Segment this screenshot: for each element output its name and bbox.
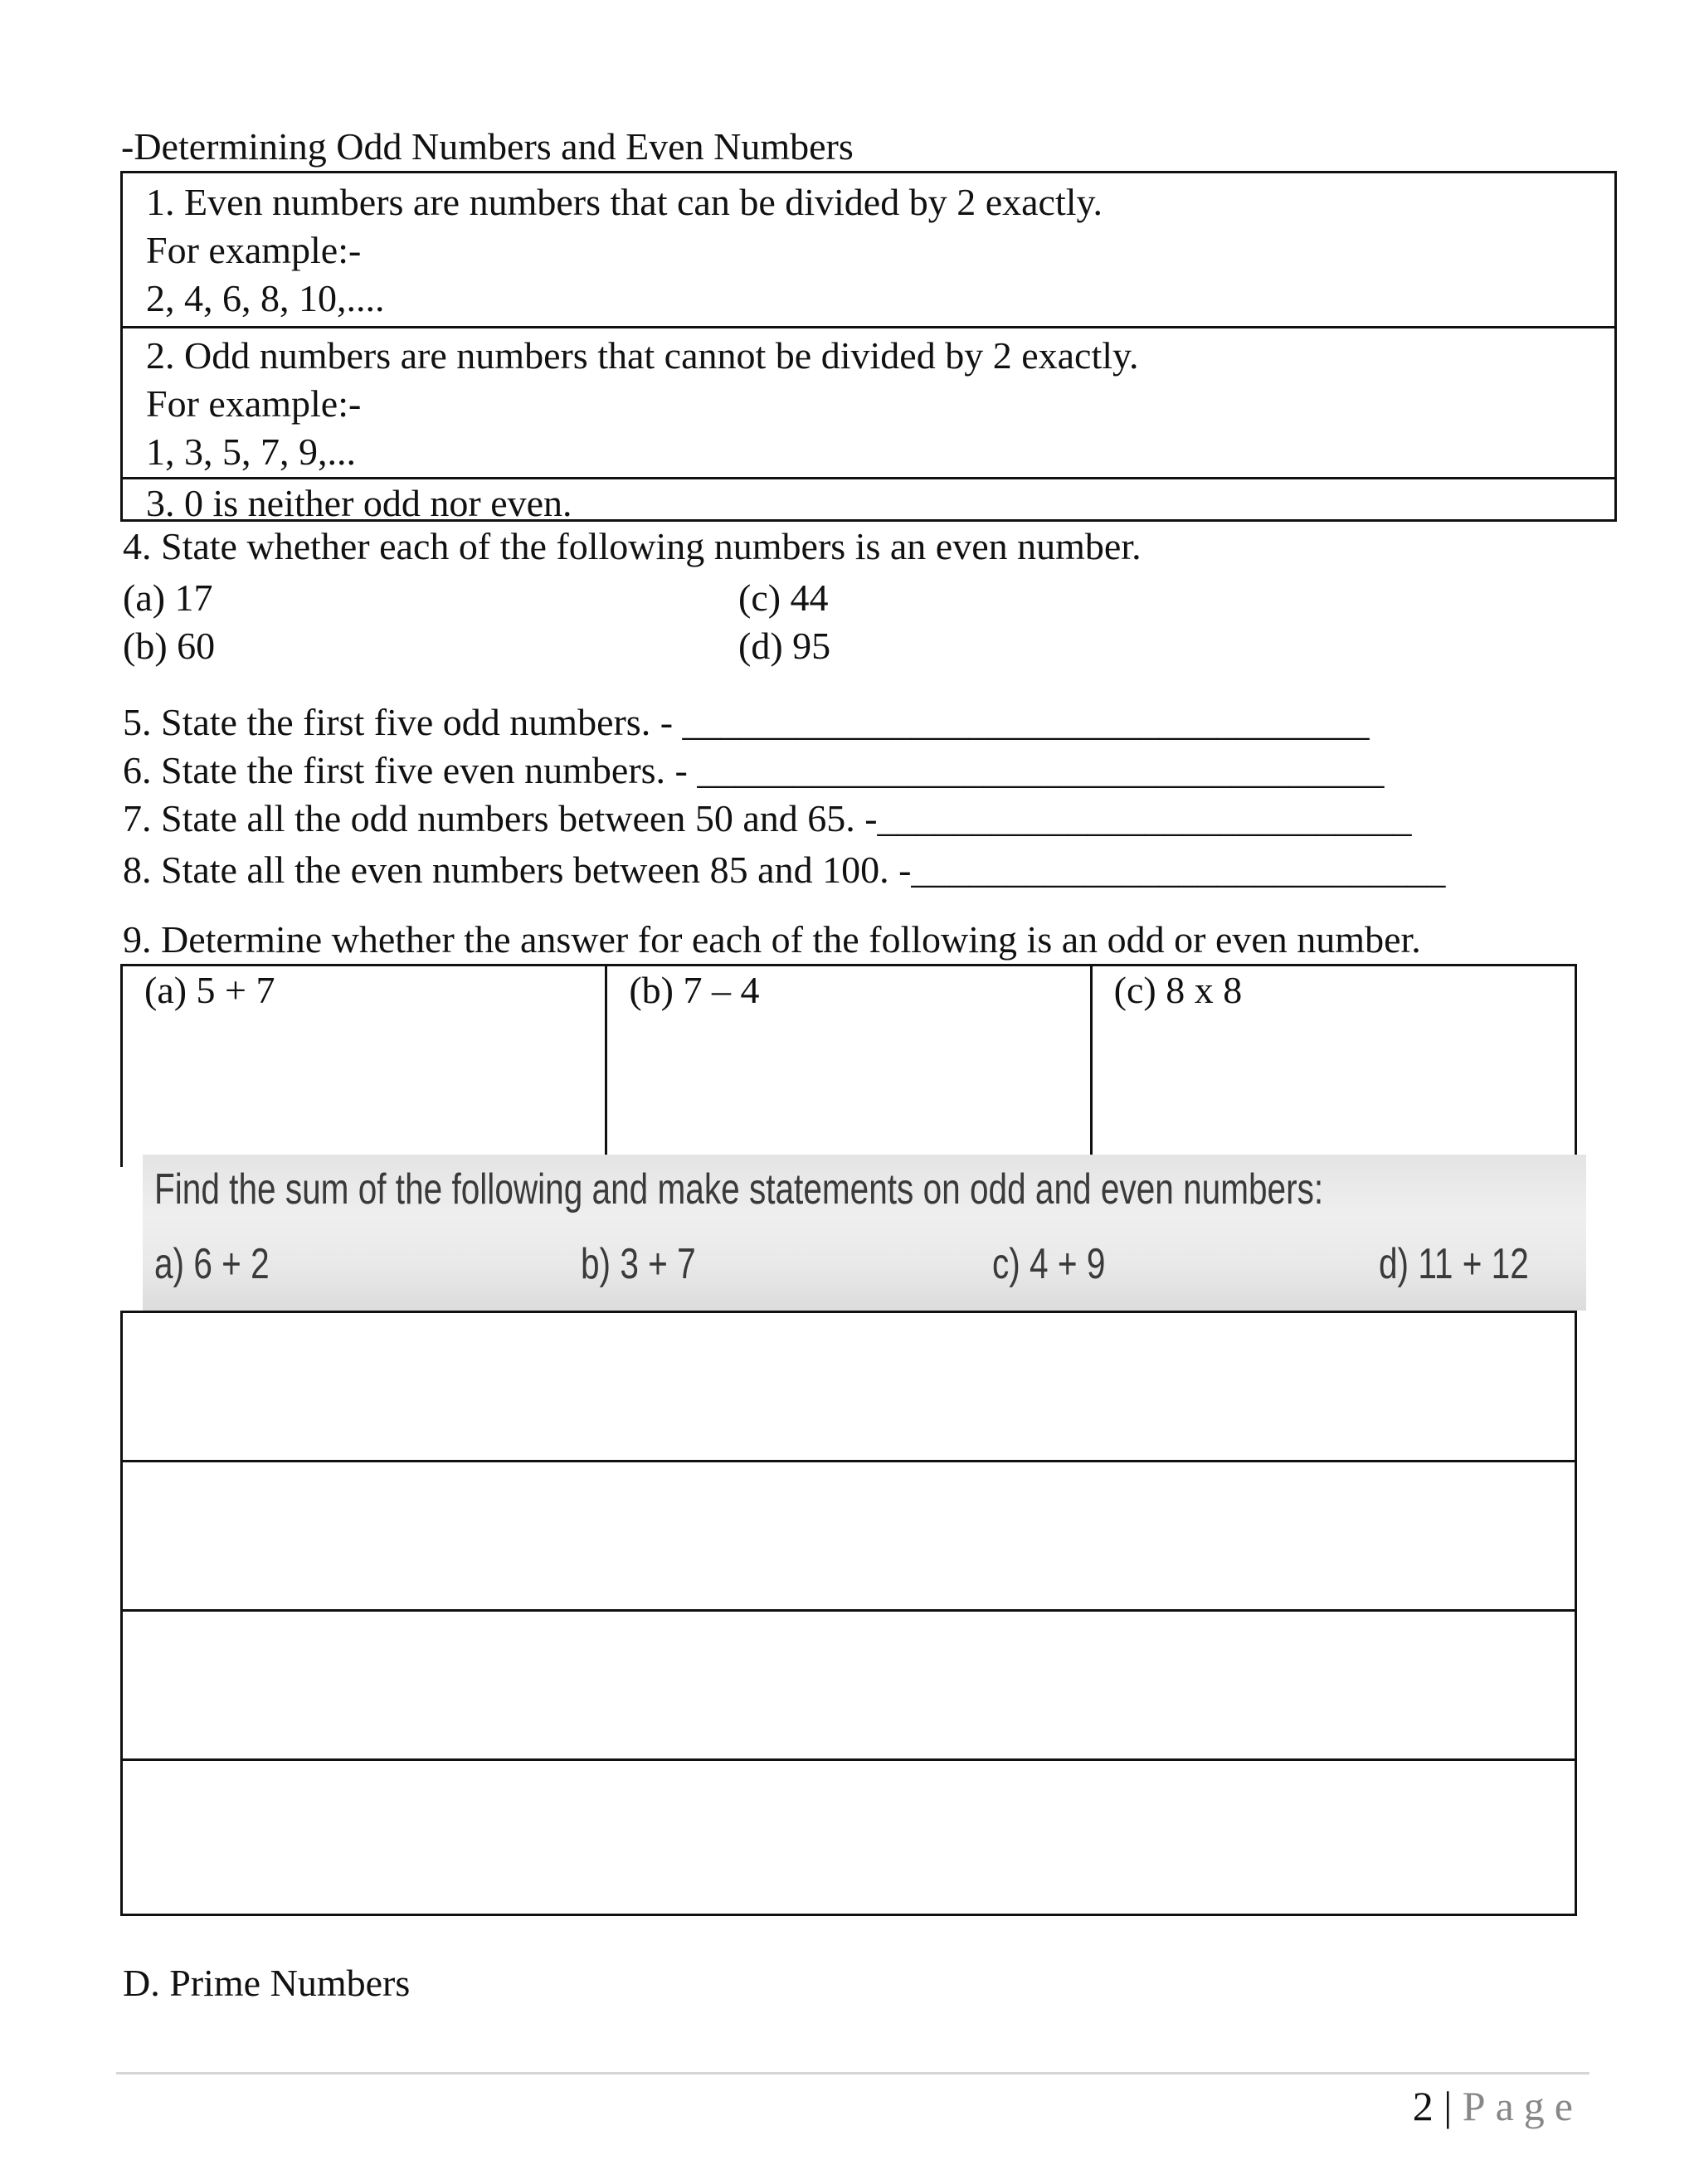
answer-row[interactable] xyxy=(123,1758,1575,1914)
q4-option-a: (a) 17 xyxy=(123,576,213,619)
answer-row[interactable] xyxy=(123,1311,1575,1460)
definition-even-example: 2, 4, 6, 8, 10,.... xyxy=(146,277,385,319)
section-title: -Determining Odd Numbers and Even Numbers xyxy=(121,125,854,168)
definitions-box xyxy=(120,171,1617,522)
definition-even xyxy=(123,173,1614,326)
scanned-option-a: a) 6 + 2 xyxy=(154,1240,270,1288)
answer-row[interactable] xyxy=(123,1609,1575,1758)
definition-odd-example-label: For example:- xyxy=(146,382,362,425)
q4-option-c: (c) 44 xyxy=(738,576,829,619)
q9-cell-c-label: (c) 8 x 8 xyxy=(1113,969,1243,1011)
q9-cell-b-label: (b) 7 – 4 xyxy=(629,969,760,1011)
page-separator: | xyxy=(1443,2083,1453,2129)
q8-line: 8. State all the even numbers between 85 and 100. -____________________________ xyxy=(123,849,1446,891)
scanned-question-strip xyxy=(143,1155,1586,1311)
q4-option-d: (d) 95 xyxy=(738,625,831,667)
definition-odd-example: 1, 3, 5, 7, 9,... xyxy=(146,430,356,473)
answer-box xyxy=(120,1311,1577,1916)
page-word: Page xyxy=(1462,2083,1583,2129)
q4-prompt: 4. State whether each of the following numbers is an even number. xyxy=(123,525,1142,567)
q4-option-b: (b) 60 xyxy=(123,625,216,667)
scanned-prompt: Find the sum of the following and make statements on odd and even numbers: xyxy=(154,1165,1324,1214)
q9-grid xyxy=(120,964,1577,1167)
section-d-heading: D. Prime Numbers xyxy=(123,1962,411,2004)
definition-odd xyxy=(123,326,1614,477)
scanned-option-c: c) 4 + 9 xyxy=(992,1240,1106,1288)
page-footer xyxy=(1413,2080,1583,2133)
definition-zero-text: 3. 0 is neither odd nor even. xyxy=(146,482,572,524)
q5-line: 5. State the first five odd numbers. - ____________________________________ xyxy=(123,701,1370,743)
q9-prompt: 9. Determine whether the answer for each of the following is an odd or even number. xyxy=(123,918,1421,961)
q9-cell-c xyxy=(1090,966,1575,1167)
page-number: 2 xyxy=(1412,2083,1434,2129)
scanned-option-b: b) 3 + 7 xyxy=(581,1240,696,1288)
q9-cell-a xyxy=(123,966,605,1167)
q9-cell-a-label: (a) 5 + 7 xyxy=(144,969,275,1011)
q6-line: 6. State the first five even numbers. - ____________________________________ xyxy=(123,749,1385,791)
definition-even-example-label: For example:- xyxy=(146,229,362,271)
footer-divider xyxy=(116,2072,1589,2075)
q7-line: 7. State all the odd numbers between 50 and 65. -____________________________ xyxy=(123,797,1412,839)
answer-row[interactable] xyxy=(123,1460,1575,1609)
q9-cell-b xyxy=(605,966,1089,1167)
definition-even-text: 1. Even numbers are numbers that can be divided by 2 exactly. xyxy=(146,181,1103,223)
scanned-option-d: d) 11 + 12 xyxy=(1379,1240,1529,1288)
definition-odd-text: 2. Odd numbers are numbers that cannot be divided by 2 exactly. xyxy=(146,334,1139,377)
definition-zero xyxy=(123,477,1614,522)
